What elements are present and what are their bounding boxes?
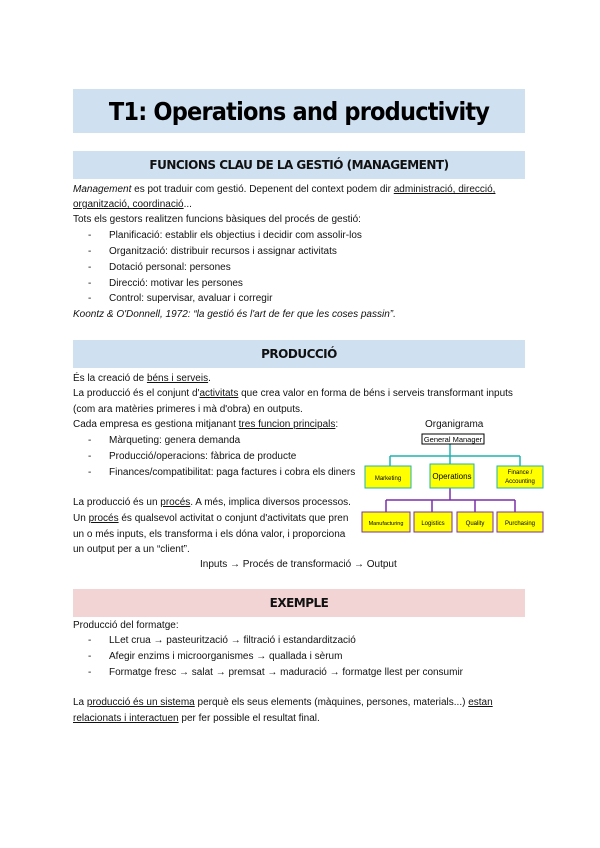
underlined-terms: procés bbox=[160, 497, 191, 508]
text-span: és qualsevol activitat o conjunt d'activitats que pren bbox=[118, 513, 349, 524]
page-title: T1: Operations and productivity bbox=[108, 96, 490, 126]
list-item-text: Organització: distribuir recursos i assignar activitats bbox=[109, 246, 337, 257]
paragraph-line bbox=[73, 496, 351, 510]
underlined-terms: producció és un sistema bbox=[86, 697, 195, 708]
paragraph-line bbox=[73, 198, 192, 212]
text-span: Koontz & O'Donnell, 1972: “ bbox=[73, 309, 197, 320]
list-item-text: Finances/compatibilitat: paga factures i cobra els diners bbox=[109, 467, 356, 478]
org-label-accounting: Accounting bbox=[505, 479, 535, 485]
list-item: - Dotació personal: persones bbox=[88, 262, 231, 273]
list-item-text: Direcció: motivar les persones bbox=[109, 278, 243, 289]
list-item: - Planificació: establir els objectius i decidir com assolir-los bbox=[88, 230, 362, 241]
list-item: - Afegir enzims i microorganismes → quallada i sèrum bbox=[88, 651, 343, 662]
list-item-text: Planificació: establir els objectius i decidir com assolir-los bbox=[109, 230, 362, 241]
text-span: : bbox=[335, 419, 339, 430]
org-label-marketing: Marketing bbox=[374, 476, 402, 482]
section-heading-text: FUNCIONS CLAU DE LA GESTIÓ (MANAGEMENT) bbox=[149, 158, 449, 172]
list-item-text: LLet crua → pasteurització → filtració i estandardització bbox=[109, 635, 356, 646]
paragraph-line bbox=[73, 418, 338, 432]
org-label-operations: Operations bbox=[432, 472, 472, 481]
text-span: . bbox=[208, 373, 211, 384]
process-flow: Inputs → Procés de transformació → Output bbox=[200, 559, 397, 570]
paragraph-line: Tots els gestors realitzen funcions bàsiques del procés de gestió: bbox=[73, 214, 361, 225]
text-span: perquè els seus elements (màquines, persones, materials...) bbox=[194, 697, 469, 708]
text-span: És la creació de bbox=[73, 373, 147, 384]
text-span: La bbox=[73, 697, 87, 708]
text-span: que crea valor en forma de béns i serveis transformant inputs bbox=[238, 388, 513, 399]
section-heading-exemple bbox=[73, 589, 525, 617]
text-span: ”. bbox=[389, 309, 396, 320]
paragraph-line: un output per a un “client”. bbox=[73, 544, 190, 555]
paragraph-line bbox=[73, 183, 495, 197]
underlined-terms: béns i serveis bbox=[146, 373, 209, 384]
paragraph-line: (com ara matèries primeres i mà d'obra) en outputs. bbox=[73, 404, 303, 415]
paragraph-line: un o més inputs, els transforma i els dóna valor, i proporciona bbox=[73, 529, 346, 540]
underlined-terms: organització, coordinació bbox=[73, 199, 184, 210]
org-label-logistics: Logistics bbox=[421, 521, 445, 527]
underlined-terms: relacionats i interactuen bbox=[73, 713, 179, 724]
text-span: Cada empresa es gestiona mitjanant bbox=[73, 419, 239, 430]
text-span: La producció és un bbox=[73, 497, 161, 508]
org-label-manufacturing: Manufacturing bbox=[368, 521, 404, 527]
list-item: - Formatge fresc → salat → premsat → maduració → formatge llest per consumir bbox=[88, 667, 464, 678]
list-item-text: Formatge fresc → salat → premsat → maduració → formatge llest per consumir bbox=[109, 667, 464, 678]
quote-line bbox=[73, 308, 396, 322]
text-span: ... bbox=[183, 199, 192, 210]
list-item: - Direcció: motivar les persones bbox=[88, 278, 243, 289]
section-heading-management bbox=[73, 151, 525, 179]
paragraph-line bbox=[73, 387, 513, 401]
text-span: per fer possible el resultat final. bbox=[178, 713, 320, 724]
org-chart bbox=[360, 430, 550, 535]
underlined-terms: tres funcion principals bbox=[238, 419, 336, 430]
section-heading-text: PRODUCCIÓ bbox=[261, 347, 337, 361]
org-label-finance: Finance / bbox=[507, 470, 533, 476]
list-item-text: Producció/operacions: fàbrica de producte bbox=[109, 451, 297, 462]
text-span: La producció és el conjunt d' bbox=[73, 388, 200, 399]
list-item-text: Afegir enzims i microorganismes → quallada i sèrum bbox=[109, 651, 343, 662]
org-chart-connectors-top bbox=[390, 444, 520, 466]
paragraph-line bbox=[73, 696, 493, 710]
list-item-text: Dotació personal: persones bbox=[109, 262, 231, 273]
paragraph-line bbox=[73, 512, 348, 526]
text-span: . A més, implica diversos processos. bbox=[190, 497, 351, 508]
list-item: - Producció/operacions: fàbrica de producte bbox=[88, 451, 297, 462]
quote-text: la gestió és l'art de fer que les coses passin bbox=[196, 309, 390, 320]
underlined-terms: administració, direcció, bbox=[393, 184, 496, 195]
list-item: - Màrqueting: genera demanda bbox=[88, 435, 241, 446]
section-heading-produccio bbox=[73, 340, 525, 368]
title-banner bbox=[73, 89, 525, 133]
paragraph-line bbox=[73, 712, 320, 726]
org-label-purchasing: Purchasing bbox=[504, 521, 536, 527]
list-item: - Organització: distribuir recursos i assignar activitats bbox=[88, 246, 337, 257]
list-item: - Finances/compatibilitat: paga factures i cobra els diners bbox=[88, 467, 356, 478]
underlined-terms: procés bbox=[88, 513, 119, 524]
list-item: - LLet crua → pasteurització → filtració i estandardització bbox=[88, 635, 356, 646]
text-span: Un bbox=[73, 513, 89, 524]
paragraph-line bbox=[73, 372, 211, 386]
list-item: - Control: supervisar, avaluar i corregir bbox=[88, 293, 273, 304]
underlined-terms: activitats bbox=[199, 388, 239, 399]
section-heading-text: EXEMPLE bbox=[269, 596, 329, 610]
org-label-quality: Quality bbox=[465, 521, 485, 527]
list-item-text: Màrqueting: genera demanda bbox=[109, 435, 241, 446]
term-management: Management bbox=[73, 184, 132, 195]
org-chart-connectors-bottom bbox=[386, 488, 515, 512]
underlined-terms: estan bbox=[468, 697, 493, 708]
list-item-text: Control: supervisar, avaluar i corregir bbox=[109, 293, 273, 304]
org-chart-title: Organigrama bbox=[425, 419, 484, 430]
paragraph-line: Producció del formatge: bbox=[73, 620, 179, 631]
text-span: es pot traduir com gestió. Depenent del context podem dir bbox=[131, 184, 394, 195]
org-label-general-manager: General Manager bbox=[423, 435, 483, 444]
